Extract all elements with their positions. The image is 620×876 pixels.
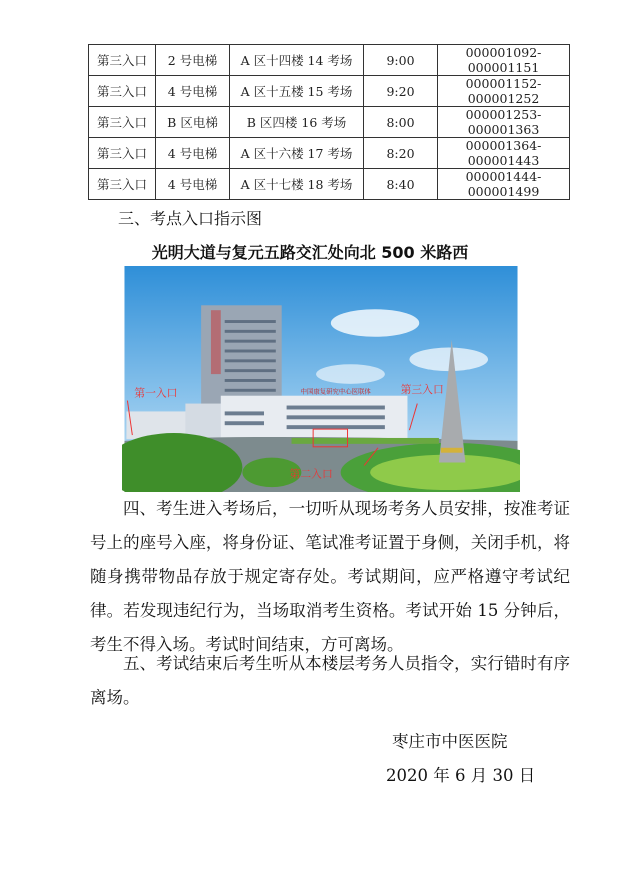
entrance-cell: 第三入口 — [89, 76, 156, 107]
ticket-range-cell: 000001444-000001499 — [438, 169, 570, 200]
ticket-range-cell: 000001253-000001363 — [438, 107, 570, 138]
elevator-cell: 4 号电梯 — [156, 76, 230, 107]
entrance-3-label: 第三入口 — [400, 382, 444, 396]
table-row — [89, 45, 570, 76]
room-cell: A 区十四楼 14 考场 — [230, 45, 364, 76]
building-sign: 中国康复研究中心医联体 — [300, 387, 371, 396]
entrance-photo — [122, 266, 520, 492]
time-cell: 8:40 — [364, 169, 438, 200]
time-cell: 8:00 — [364, 107, 438, 138]
entrance-2-label: 第二入口 — [289, 467, 333, 481]
signature-org: 枣庄市中医医院 — [392, 732, 508, 751]
section-4-paragraph: 四、考生进入考场后，一切听从现场考务人员安排，按准考证号上的座号入座，将身份证、笔试准考证置于身侧，关闭手机，将随身携带物品存放于规定寄存处。考试期间，应严格遵守考试纪律。若发现违纪行为，当场取消考生资格。考试开始 15 分钟后，考生不得入场。考试时间结束，方可离场。 — [90, 499, 570, 654]
room-cell: B 区四楼 16 考场 — [230, 107, 364, 138]
entrance-cell: 第三入口 — [89, 138, 156, 169]
room-cell: A 区十六楼 17 考场 — [230, 138, 364, 169]
section-3-heading: 三、考点入口指示图 — [118, 209, 263, 228]
ticket-range-cell: 000001152-000001252 — [438, 76, 570, 107]
time-cell: 9:00 — [364, 45, 438, 76]
table-row — [89, 107, 570, 138]
time-cell: 9:20 — [364, 76, 438, 107]
table-row — [89, 138, 570, 169]
ticket-range-cell: 000001092-000001151 — [438, 45, 570, 76]
section-5-paragraph: 五、考试结束后考生听从本楼层考务人员指令，实行错时有序离场。 — [90, 654, 570, 707]
ticket-range-cell: 000001364-000001443 — [438, 138, 570, 169]
room-cell: A 区十五楼 15 考场 — [230, 76, 364, 107]
map-caption: 光明大道与复元五路交汇处向北 500 米路西 — [151, 243, 469, 262]
table-row — [89, 76, 570, 107]
elevator-cell: 4 号电梯 — [156, 169, 230, 200]
entrance-cell: 第三入口 — [89, 107, 156, 138]
time-cell: 8:20 — [364, 138, 438, 169]
entrance-1-label: 第一入口 — [134, 386, 178, 400]
room-cell: A 区十七楼 18 考场 — [230, 169, 364, 200]
elevator-cell: 2 号电梯 — [156, 45, 230, 76]
signature-date: 2020 年 6 月 30 日 — [386, 766, 536, 785]
table-row — [89, 169, 570, 200]
exam-room-table — [88, 44, 570, 200]
elevator-cell: B 区电梯 — [156, 107, 230, 138]
entrance-cell: 第三入口 — [89, 45, 156, 76]
entrance-cell: 第三入口 — [89, 169, 156, 200]
elevator-cell: 4 号电梯 — [156, 138, 230, 169]
